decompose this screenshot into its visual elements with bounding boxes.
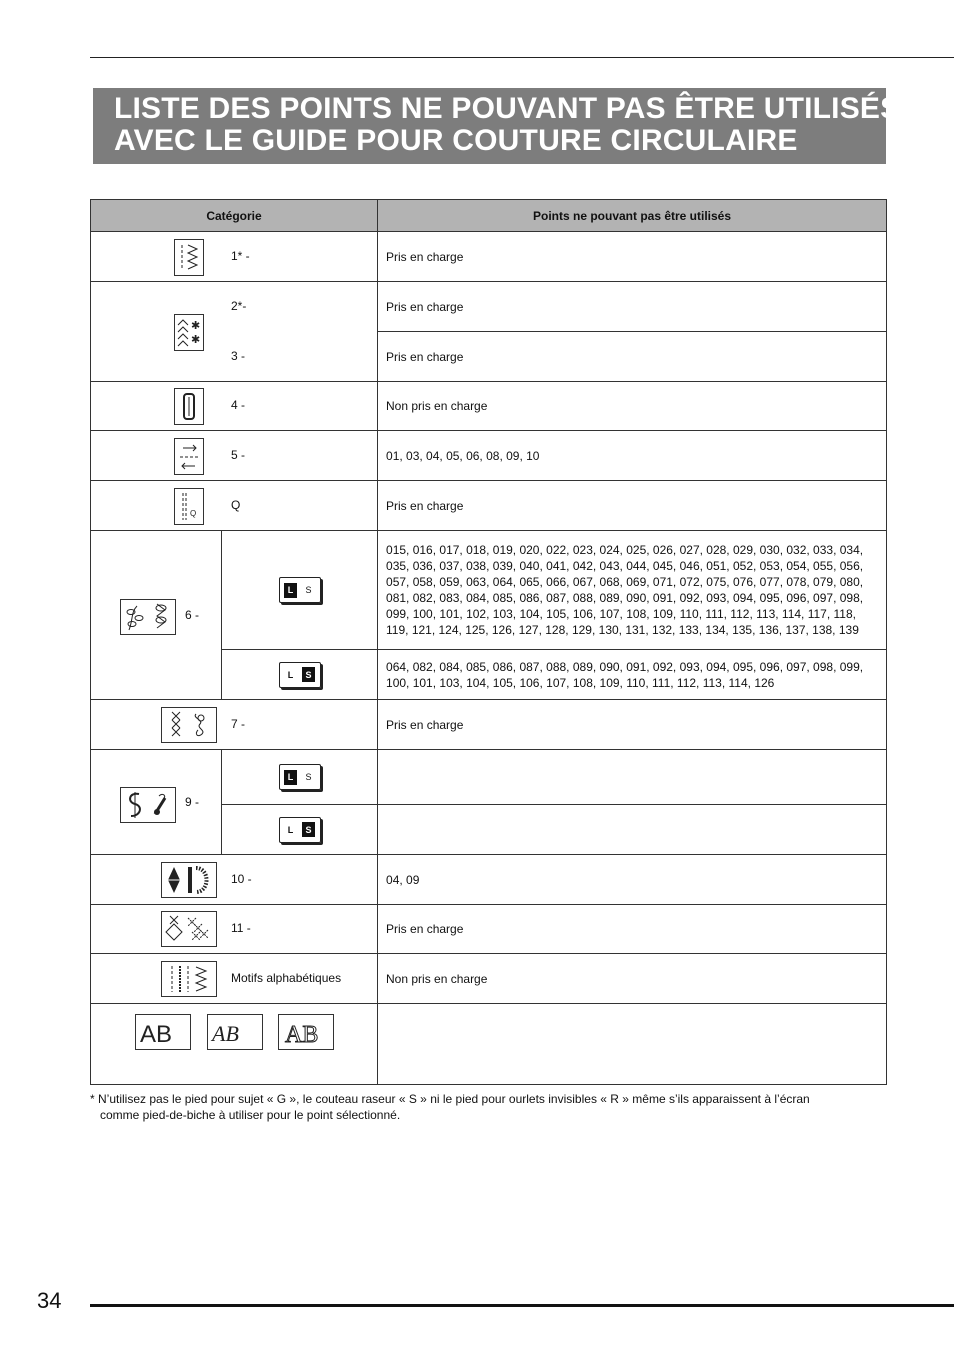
script-alphabet-icon (207, 1014, 263, 1050)
quilting-stitch-icon (174, 488, 204, 525)
footnote (90, 1091, 880, 1123)
decorative-leaf-stitch-icon (120, 599, 176, 635)
footnote-line-1: * N’utilisez pas le pied pour sujet « G », le couteau raseur « S » ni le pied pour ourlets invisibles « R » même s’ils apparaissent à l’écran (90, 1092, 810, 1106)
table-row (91, 954, 887, 1004)
table-row (91, 382, 887, 431)
size-l-cell (222, 531, 378, 650)
table-row (91, 481, 887, 531)
table-row (91, 282, 887, 332)
points-cell: 015, 016, 017, 018, 019, 020, 022, 023, 024, 025, 026, 027, 028, 029, 030, 032, 033, 034, 035, 036, 037, 038, 039, 040, 041, 042, 043, 044, 045, 046, 051, 052, 053, 054, 055, 056, 057, 058, 059, 063, 064, 065, 066, 067, 068, 069, 071, 072, 075, 076, 077, 078, 079, 080, 081, 082, 083, 084, 085, 086, 087, 088, 089, 090, 091, 092, 093, 094, 095, 096, 097, 098, 099, 100, 101, 102, 103, 104, 105, 106, 107, 108, 109, 110, 111, 112, 113, 114, 117, 118, 119, 121, 124, 125, 126, 127, 128, 129, 130, 131, 132, 133, 134, 135, 136, 137, 138, 139 (378, 531, 887, 650)
points-cell (378, 750, 887, 805)
category-label: 2*- (231, 299, 247, 313)
directional-stitch-icon (174, 438, 204, 475)
category-cell (91, 954, 378, 1004)
table-row (91, 232, 887, 282)
size-toggle-l-selected: L S (279, 577, 321, 603)
svg-text:AB: AB (212, 1021, 239, 1046)
points-cell: 04, 09 (378, 855, 887, 905)
category-label: 5 - (231, 448, 246, 462)
category-label: 3 - (231, 349, 246, 363)
points-cell: Pris en charge (378, 282, 887, 332)
category-cell (91, 905, 378, 954)
category-cell (91, 232, 378, 282)
category-cell (91, 481, 378, 531)
points-cell: Non pris en charge (378, 954, 887, 1004)
table-header-row (91, 200, 887, 232)
points-cell: Pris en charge (378, 700, 887, 750)
category-cell (91, 382, 378, 431)
points-cell: 01, 03, 04, 05, 06, 08, 09, 10 (378, 431, 887, 481)
size-toggle-s-selected: L S (279, 662, 321, 688)
header-category: Catégorie (91, 200, 378, 232)
header-points: Points ne pouvant pas être utilisés (378, 200, 887, 232)
category-cell (91, 750, 222, 855)
points-cell (378, 805, 887, 855)
category-label: Motifs alphabétiques (231, 971, 342, 985)
multi-line-stitch-icon (161, 961, 217, 997)
cross-stitch-icon (161, 911, 217, 947)
size-s-cell (222, 805, 378, 855)
utility-stitch-icon (174, 239, 204, 276)
category-cell (91, 431, 378, 481)
category-label: 6 - (185, 608, 200, 622)
category-cell (91, 855, 378, 905)
table-row (91, 431, 887, 481)
category-cell (91, 1004, 378, 1085)
points-cell: Pris en charge (378, 232, 887, 282)
decorative-stitch-icon (174, 314, 204, 351)
table-row (91, 531, 887, 650)
points-cell: Pris en charge (378, 481, 887, 531)
buttonhole-icon (174, 388, 204, 425)
table-row (91, 700, 887, 750)
bottom-rule (90, 1304, 954, 1307)
stitch-table (90, 199, 887, 1085)
satin-motif-stitch-icon (120, 787, 176, 823)
page-number: 34 (37, 1288, 62, 1313)
title-line-1: LISTE DES POINTS NE POUVANT PAS ÊTRE UTILISÉS (114, 92, 901, 125)
category-label: Q (231, 498, 241, 512)
category-label: 7 - (231, 717, 246, 731)
satin-shape-stitch-icon (161, 862, 217, 898)
table-row (91, 855, 887, 905)
points-cell: 064, 082, 084, 085, 086, 087, 088, 089, 090, 091, 092, 093, 094, 095, 096, 097, 098, 099, 100, 101, 103, 104, 105, 106, 107, 108, 109, 110, 111, 112, 113, 114, 126 (378, 650, 887, 700)
table-row (91, 1004, 887, 1085)
size-toggle-s-selected: L S (279, 817, 321, 843)
footnote-line-2: comme pied-de-biche à utiliser pour le point sélectionné. (100, 1108, 401, 1122)
svg-text:✱: ✱ (191, 334, 201, 346)
top-rule (90, 57, 954, 58)
category-label: 11 - (231, 921, 251, 935)
page-title (93, 88, 901, 164)
outline-alphabet-icon (278, 1014, 334, 1050)
points-cell: Pris en charge (378, 905, 887, 954)
svg-text:✱: ✱ (191, 320, 201, 332)
category-cell (91, 700, 378, 750)
category-label: 9 - (185, 795, 200, 809)
svg-text:AB: AB (140, 1021, 173, 1048)
title-line-2: AVEC LE GUIDE POUR COUTURE CIRCULAIRE (114, 124, 798, 157)
points-cell: Non pris en charge (378, 382, 887, 431)
svg-text:AB: AB (285, 1022, 319, 1048)
cross-stitch-pattern-icon (161, 707, 217, 743)
size-toggle-l-selected: L S (279, 764, 321, 790)
gothic-alphabet-icon (135, 1014, 191, 1050)
category-label: 10 - (231, 872, 252, 886)
points-cell (378, 1004, 887, 1085)
table-row (91, 905, 887, 954)
category-label: 4 - (231, 398, 246, 412)
size-s-cell (222, 650, 378, 700)
points-cell: Pris en charge (378, 332, 887, 382)
category-cell (91, 282, 378, 382)
category-label: 1* - (231, 249, 250, 263)
svg-text:Q: Q (190, 509, 197, 518)
table-row (91, 750, 887, 805)
size-l-cell (222, 750, 378, 805)
category-cell (91, 531, 222, 700)
